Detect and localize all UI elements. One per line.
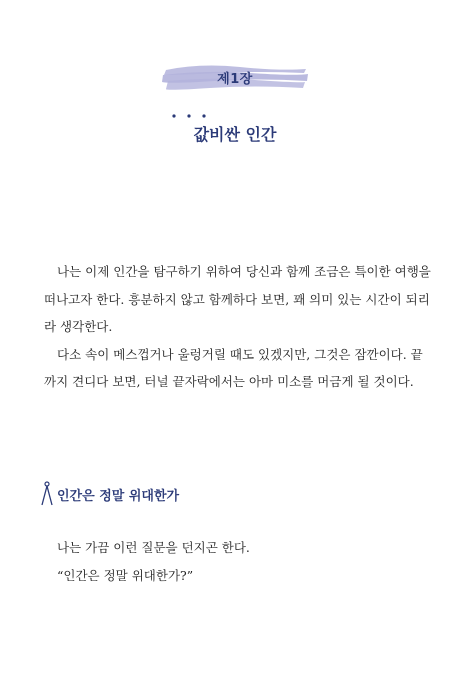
compass-icon — [40, 481, 54, 507]
emphasis-dots — [166, 112, 216, 120]
intro-text — [44, 258, 434, 396]
paragraph: 나는 가끔 이런 질문을 던지곤 한다. — [57, 540, 250, 555]
chapter-label-badge — [160, 60, 310, 94]
chapter-number: 제1장 — [217, 72, 253, 87]
section-text — [44, 534, 434, 589]
quote: “인간은 정말 위대한가?” — [57, 567, 194, 583]
paragraph: 다소 속이 메스껍거나 울렁거릴 때도 있겠지만, 그것은 잠깐이다. 끝까지 견디다 보면, 터널 끝자락에서는 아마 미소를 머금게 될 것이다. — [44, 346, 423, 389]
chapter-title: 값비싼 인간 — [193, 125, 277, 144]
section-heading: 인간은 정말 위대한가 — [57, 489, 180, 504]
paragraph: 나는 이제 인간을 탐구하기 위하여 당신과 함께 조금은 특이한 여행을 떠나고자 한다. 흥분하지 않고 함께하다 보면, 꽤 의미 있는 시간이 되리라 생각한다. — [44, 264, 431, 334]
